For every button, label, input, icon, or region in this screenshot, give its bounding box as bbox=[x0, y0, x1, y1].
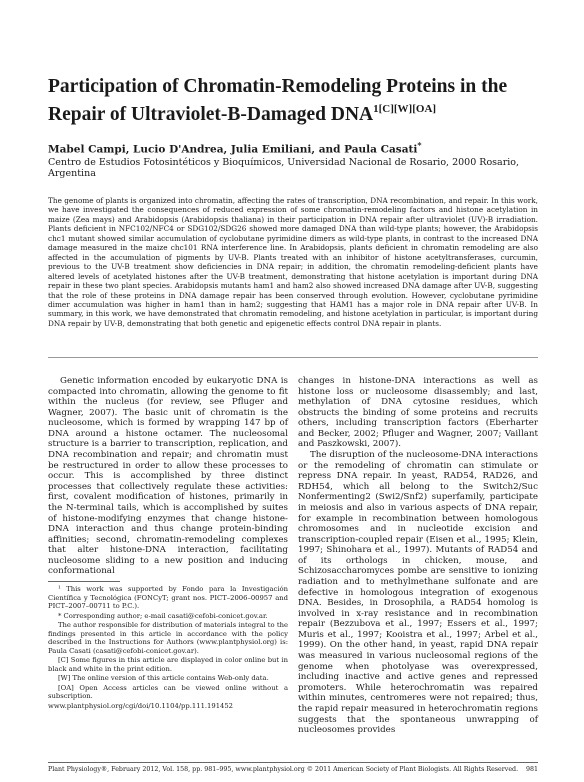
journal-citation: Plant Physiology®, February 2012, Vol. 158, pp. 981–995, www.plantphysiol.org © 2011 American Society of Plant Biologists. All Rights Reserved. bbox=[48, 766, 519, 773]
article-title bbox=[48, 76, 548, 126]
body-column-left bbox=[48, 376, 288, 577]
intro-paragraph-1: Genetic information encoded by eukaryotic DNA is compacted into chromatin, allowing the genome to fit within the nucleus (for review, see Pfluger and Wagner, 2007). The basic unit of chromatin is the nucleosome, which is formed by wrapping 147 bp of DNA around a histone octamer. The nucleosomal structure is a barrier to transcription, replication, and DNA recombination and repair; and chromatin must be restructured in order to allow these processes to occur. This is accomplished by three distinct processes that collectively regulate these activities: first, covalent modification of histones, primarily in the N-terminal tails, which is accomplished by suites of histone-modifying enzymes that change histone-DNA interaction and thus change protein-binding affinities; second, chromatin-remodeling complexes that alter histone-DNA interaction, facilitating nucleosome sliding to a new position and inducing conformational bbox=[48, 376, 288, 577]
footnote-corresponding: * Corresponding author; e-mail casati@cefobi-conicet.gov.ar. bbox=[58, 611, 268, 620]
affiliation: Centro de Estudios Fotosintéticos y Bioquímicos, Universidad Nacional de Rosario, 2000 Rosario, Argentina bbox=[48, 157, 520, 179]
title-footnote-marks: 1[C][W][OA] bbox=[373, 103, 437, 115]
author-names: Mabel Campi, Lucio D'Andrea, Julia Emiliani, and Paula Casati bbox=[48, 143, 418, 156]
abstract-divider bbox=[48, 357, 538, 358]
footnote-color: [C] Some figures in this article are displayed in color online but in black and white in the print edition. bbox=[48, 656, 288, 673]
footnote-divider bbox=[48, 581, 120, 582]
footnote-open-access: [OA] Open Access articles can be viewed online without a subscription. bbox=[48, 683, 288, 700]
footer-divider bbox=[48, 762, 538, 763]
article-title-text: Participation of Chromatin-Remodeling Proteins in the Repair of Ultraviolet-B-Damaged DNA bbox=[48, 76, 508, 125]
corresponding-author-mark: * bbox=[417, 140, 422, 150]
page-footer bbox=[48, 766, 538, 773]
page-number: 981 bbox=[525, 766, 538, 773]
footnote-materials: The author responsible for distribution of materials integral to the findings presented in this article in accordance with the policy described in the Instructions for Authors (www.plantphysiol.org) is: Paula Casati (casati@cefobi-conicet.gov.ar). bbox=[48, 621, 288, 655]
footnote-funding: ¹ This work was supported by Fondo para la Investigación Científica y Tecnológica (FONCyT; grant nos. PICT–2006–00957 and PICT–2007–00711 to P.C.). bbox=[48, 585, 288, 610]
intro-paragraph-2: The disruption of the nucleosome-DNA interactions or the remodeling of chromatin can stimulate or repress DNA repair. In yeast, RAD54, RAD26, and RDH54, which all belong to the Switch2/Suc Nonfermenting2 (Swi2/Snf2) superfamily, participate in meiosis and also in various aspects of DNA repair, for example in recombination between homologous chromosomes and in nucleotide excision and transcription-coupled repair (Eisen et al., 1995; Klein, 1997; Shinohara et al., 1997). Mutants of RAD54 and of its orthologs in chicken, mouse, and Schizosaccharomyces pombe are sensitive to ionizing radiation and to methylmethane sulfonate and are defective in homologous integration of exogenous DNA. Besides, in Drosophila, a RAD54 homolog is involved in x-ray resistance and in recombination repair (Bezzubova et al., 1997; Essers et al., 1997; Muris et al., 1997; Kooistra et al., 1997; Arbel et al., 1999). On the other hand, in yeast, rapid DNA repair was measured in various nucleosomal regions of the genome when photolyase was overexpressed, including inactive and active genes and repressed promoters. While heterochromatin was repaired within minutes, centromeres were not repaired; thus, the rapid repair measured in heterochromatin regions suggests that the spontaneous unwrapping of nucleosomes provides bbox=[298, 450, 538, 736]
intro-paragraph-1-continued: changes in histone-DNA interactions as well as histone loss or nucleosome disassembly; and last, methylation of DNA cytosine residues, which obstructs the binding of some proteins and recruits others, including transcription factors (Eberharter and Becker, 2002; Pfluger and Wagner, 2007; Vaillant and Paszkowski, 2007). bbox=[298, 376, 538, 450]
footnote-web-only: [W] The online version of this article contains Web-only data. bbox=[58, 674, 269, 682]
footnotes bbox=[48, 585, 288, 711]
body-column-right bbox=[298, 376, 538, 736]
author-list bbox=[48, 140, 548, 156]
abstract: The genome of plants is organized into chromatin, affecting the rates of transcription, DNA recombination, and repair. In this work, we have investigated the consequences of reduced expression of some chromatin-remodeling factors and histone acetylation in maize (Zea mays) and Arabidopsis (Arabidopsis thaliana) in their participation in DNA repair after ultraviolet (UV)-B irradiation. Plants deficient in NFC102/NFC4 or SDG102/SDG26 showed more damaged DNA than wild-type plants; however, the Arabidopsis chc1 mutant showed similar accumulation of cyclobutane pyrimidine dimers as wild-type plants, in contrast to the increased DNA damage measured in the maize chc101 RNA interference line. In Arabidopsis, plants deficient in chromatin remodeling are also affected in the accumulation of pigments by UV-B. Plants treated with an inhibitor of histone acetyltransferases, curcumin, previous to the UV-B treatment show deficiencies in DNA repair; in addition, the chromatin remodeling-deficient plants have altered levels of acetylated histones after the UV-B treatment, demonstrating that histone acetylation is important during DNA repair in these two plant species. Arabidopsis mutants ham1 and ham2 also showed increased DNA damage after UV-B, suggesting that the role of these proteins in DNA damage repair has been conserved through evolution. However, cyclobutane pyrimidine dimer accumulation was higher in ham1 than in ham2; suggesting that HAM1 has a major role in DNA repair after UV-B. In summary, in this work, we have demonstrated that chromatin remodeling, and histone acetylation in particular, is important during DNA repair by UV-B, demonstrating that both genetic and epigenetic effects control DNA repair in plants. bbox=[48, 196, 538, 328]
doi-link[interactable]: www.plantphysiol.org/cgi/doi/10.1104/pp.111.191452 bbox=[48, 701, 233, 710]
